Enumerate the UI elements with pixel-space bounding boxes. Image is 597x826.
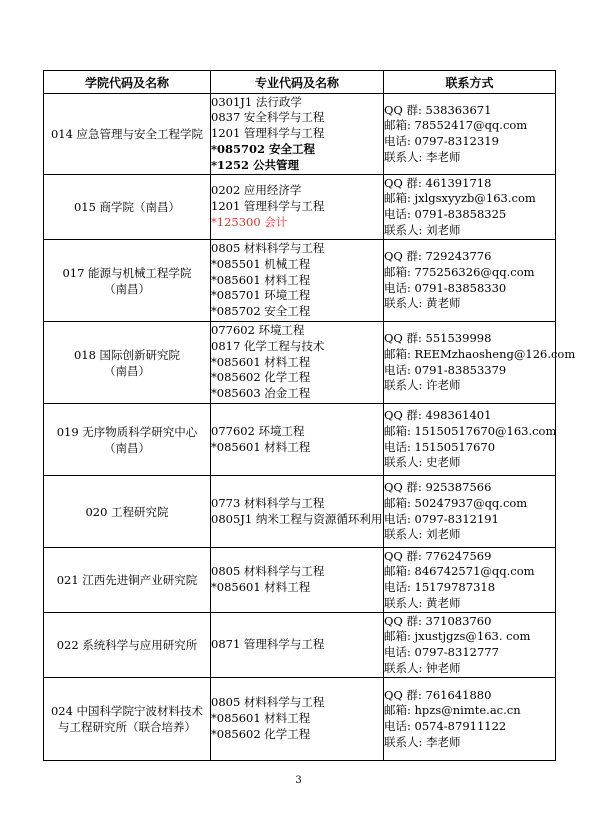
college-name: （南昌） <box>104 440 150 455</box>
major-item: 1201 管理科学与工程 <box>211 199 325 214</box>
qq-group: QQ 群: 461391718 <box>384 175 492 190</box>
major-item: *085603 冶金工程 <box>211 386 311 401</box>
major-item: 077602 环境工程 <box>211 423 305 438</box>
college-name: 024 中国科学院宁波材料技术 <box>50 704 204 718</box>
major-item: *125300 会计 <box>211 214 288 229</box>
major-item: 0202 应用经济学 <box>211 183 302 198</box>
contact-cell <box>384 404 556 476</box>
email: 邮箱: 50247937@qq.com <box>384 495 528 510</box>
header-row <box>44 71 556 94</box>
college-name: 015 商学院（南昌） <box>73 200 181 214</box>
phone: 电话: 0574-87911122 <box>384 719 507 733</box>
major-item: 0871 管理科学与工程 <box>211 637 325 652</box>
major-item: 0301J1 法行政学 <box>211 94 302 109</box>
email: 邮箱: jxustjgzs@163. com <box>384 629 531 644</box>
contact-cell <box>384 476 556 548</box>
qq-group: QQ 群: 551539998 <box>384 331 492 346</box>
college-name: （南昌） <box>104 281 150 296</box>
college-cell <box>44 613 211 678</box>
college-cell <box>44 404 211 476</box>
contact-person: 联系人: 黄老师 <box>384 296 461 311</box>
major-item: *085601 材料工程 <box>211 272 311 287</box>
majors-cell <box>211 678 384 761</box>
phone: 电话: 15150517670 <box>384 439 496 454</box>
majors-cell <box>211 94 384 175</box>
qq-group: QQ 群: 761641880 <box>384 687 492 702</box>
email: 邮箱: REEMzhaosheng@126.com <box>384 346 576 361</box>
college-name: （南昌） <box>104 363 150 378</box>
contact-person: 联系人: 李老师 <box>384 734 461 749</box>
contact-cell <box>384 678 556 761</box>
qq-group: QQ 群: 776247569 <box>384 548 492 563</box>
contact-person: 联系人: 黄老师 <box>384 595 461 610</box>
contact-cell <box>384 322 576 404</box>
major-item: 0805 材料科学与工程 <box>211 241 325 256</box>
college-name: 019 无序物质科学研究中心 <box>56 424 198 439</box>
major-item: *085601 材料工程 <box>211 354 311 369</box>
major-item: 077602 环境工程 <box>211 323 305 338</box>
college-cell <box>44 678 211 761</box>
major-item: *085601 材料工程 <box>211 439 311 454</box>
major-item: *085702 安全工程 <box>211 304 311 319</box>
phone: 电话: 0791-83858325 <box>384 207 507 221</box>
college-cell <box>44 476 211 548</box>
contact-person: 联系人: 刘老师 <box>384 222 461 237</box>
table-body <box>44 94 576 761</box>
college-cell <box>44 322 211 404</box>
contact-cell <box>384 613 556 678</box>
qq-group: QQ 群: 729243776 <box>384 249 492 264</box>
major-item: *085602 化学工程 <box>211 370 311 385</box>
college-name: 020 工程研究院 <box>85 504 169 519</box>
major-item: *085602 化学工程 <box>211 726 311 741</box>
email: 邮箱: 775256326@qq.com <box>384 264 535 279</box>
majors-cell <box>211 404 384 476</box>
contact-person: 联系人: 刘老师 <box>384 527 461 542</box>
table-row <box>44 175 556 240</box>
majors-cell <box>211 322 384 404</box>
college-cell <box>44 548 211 613</box>
header-major: 专业代码及名称 <box>211 71 384 94</box>
phone: 电话: 0797-8312777 <box>384 645 499 659</box>
contact-cell <box>384 94 556 175</box>
majors-cell <box>211 613 384 678</box>
admissions-table <box>43 70 576 761</box>
table-row <box>44 94 556 175</box>
qq-group: QQ 群: 538363671 <box>384 102 492 117</box>
college-name: 014 应急管理与安全工程学院 <box>50 127 204 141</box>
qq-group: QQ 群: 371083760 <box>384 613 492 628</box>
majors-cell <box>211 175 384 240</box>
email: 邮箱: hpzs@nimte.ac.cn <box>384 703 521 718</box>
major-item: 0837 安全科学与工程 <box>211 110 325 125</box>
contact-person: 联系人: 钟老师 <box>384 660 461 675</box>
college-name: 022 系统科学与应用研究所 <box>56 638 198 652</box>
college-cell <box>44 94 211 175</box>
phone: 电话: 15179787318 <box>384 580 496 594</box>
email: 邮箱: jxlgsxyyzb@163.com <box>384 191 536 206</box>
major-item: *085501 机械工程 <box>211 256 311 271</box>
college-name: 017 能源与机械工程学院 <box>62 265 192 280</box>
phone: 电话: 0797-8312319 <box>384 134 499 148</box>
major-item: 0805J1 纳米工程与资源循环利用 <box>211 511 383 526</box>
page-number: 3 <box>295 775 302 786</box>
major-item: *085601 材料工程 <box>211 711 311 726</box>
major-item: *085601 材料工程 <box>211 580 311 594</box>
email: 邮箱: 846742571@qq.com <box>384 564 535 579</box>
table-row <box>44 613 556 678</box>
email: 邮箱: 78552417@qq.com <box>384 118 528 133</box>
contact-person: 联系人: 李老师 <box>384 149 461 164</box>
phone: 电话: 0797-8312191 <box>384 511 499 526</box>
email: 邮箱: 15150517670@163.com <box>384 423 557 438</box>
table-row <box>44 240 556 322</box>
contact-person: 联系人: 许老师 <box>384 378 461 393</box>
table-row <box>44 548 556 613</box>
majors-cell <box>211 548 384 613</box>
major-item: 1201 管理科学与工程 <box>211 126 325 141</box>
header-contact: 联系方式 <box>384 71 556 94</box>
contact-cell <box>384 240 556 322</box>
major-item: *085701 环境工程 <box>211 288 311 303</box>
contact-cell <box>384 548 556 613</box>
contact-person: 联系人: 史老师 <box>384 455 461 470</box>
table-row <box>44 322 556 404</box>
major-item: 0817 化学工程与技术 <box>211 338 325 353</box>
major-item: 0773 材料科学与工程 <box>211 495 325 510</box>
majors-cell <box>211 240 384 322</box>
major-item: 0805 材料科学与工程 <box>211 564 325 579</box>
college-cell <box>44 240 211 322</box>
college-name: 018 国际创新研究院 <box>73 347 181 362</box>
college-name: 与工程研究所（联合培养） <box>58 720 196 734</box>
college-cell <box>44 175 211 240</box>
table-row <box>44 476 556 548</box>
major-item: 0805 材料科学与工程 <box>211 695 325 710</box>
major-item: *085702 安全工程 <box>211 141 316 156</box>
table-row <box>44 404 556 476</box>
phone: 电话: 0791-83853379 <box>384 362 507 377</box>
major-item: *1252 公共管理 <box>211 157 300 172</box>
table-row <box>44 678 556 761</box>
college-name: 021 江西先进铜产业研究院 <box>56 573 198 587</box>
header-college: 学院代码及名称 <box>44 71 211 94</box>
qq-group: QQ 群: 925387566 <box>384 480 492 495</box>
phone: 电话: 0791-83858330 <box>384 280 507 295</box>
majors-cell <box>211 476 384 548</box>
qq-group: QQ 群: 498361401 <box>384 408 492 423</box>
contact-cell <box>384 175 556 240</box>
